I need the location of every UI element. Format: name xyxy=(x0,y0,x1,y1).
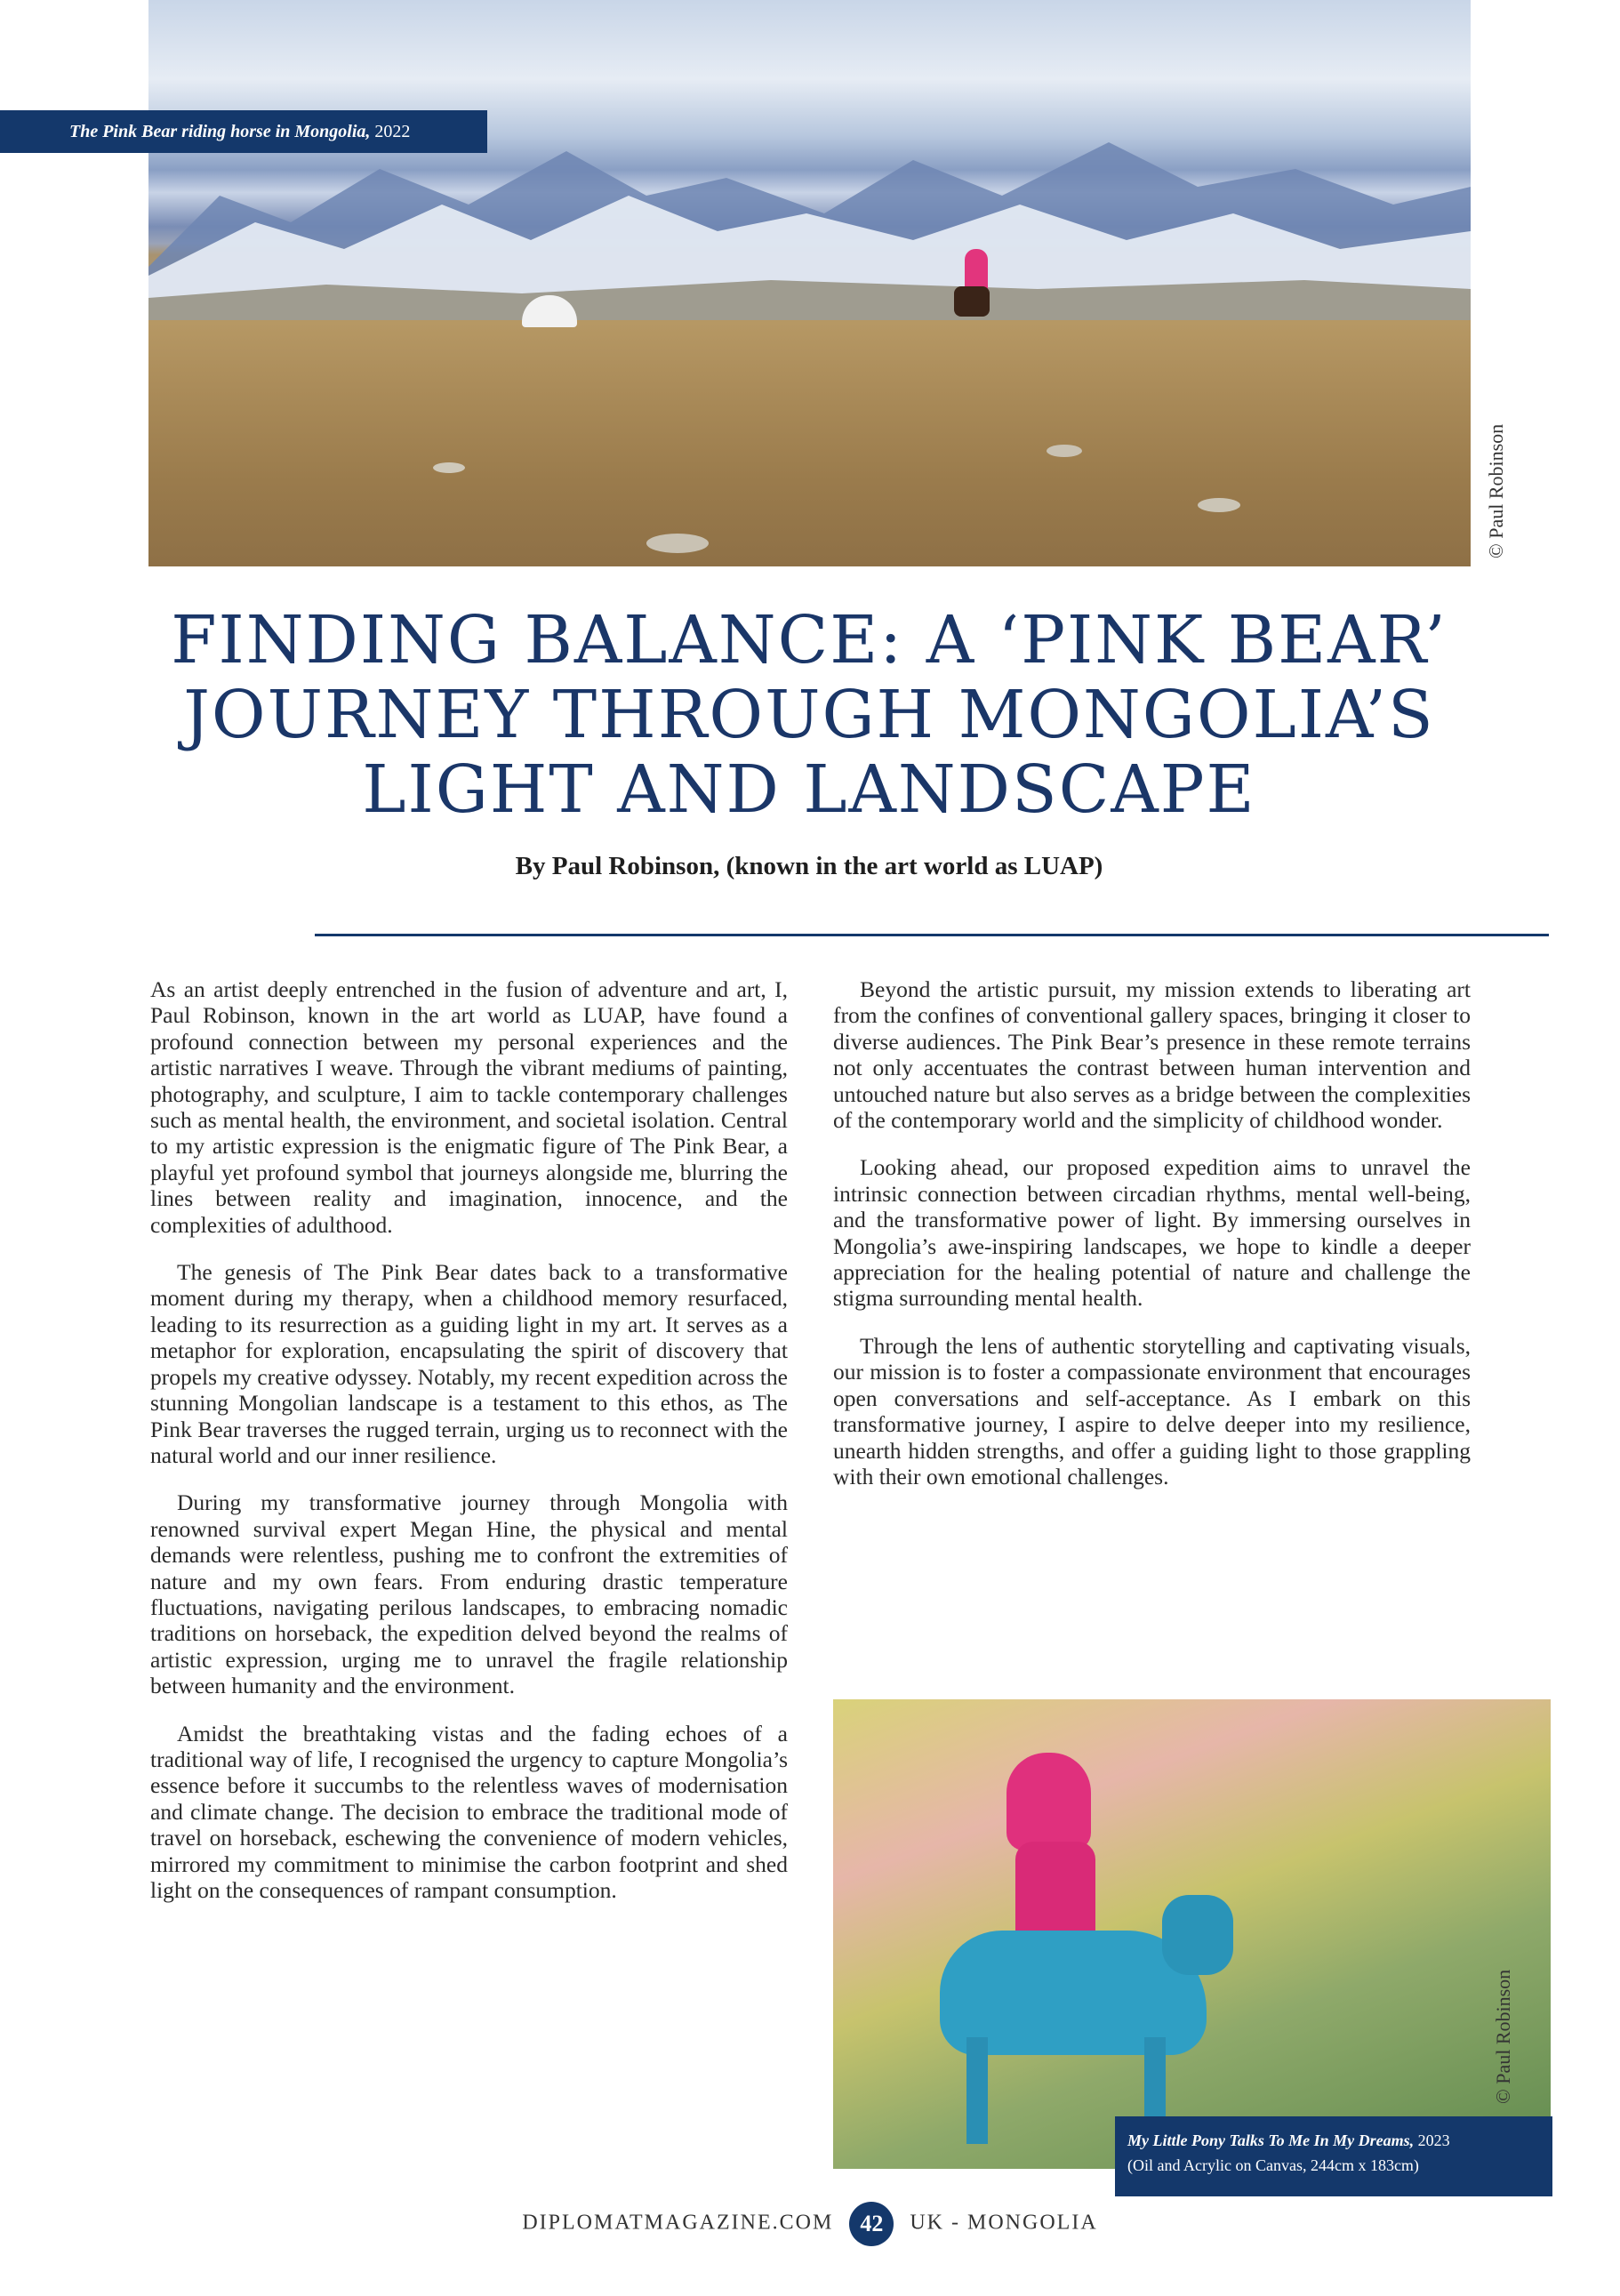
painting-image xyxy=(833,1699,1551,2169)
hero-caption-title: The Pink Bear riding horse in Mongolia, xyxy=(69,122,371,141)
painting-caption-medium: (Oil and Acrylic on Canvas, 244cm x 183cm) xyxy=(1127,2156,1419,2174)
page-number: 42 xyxy=(849,2202,894,2246)
paragraph: Amidst the breathtaking vistas and the fading echoes of a traditional way of life, I recognised the urgency to capture Mongolia’s essence before it succumbs to the relentless waves of modernisation and climate change. The decision to embrace the traditional mode of travel on horseback, eschewing the convenience of modern vehicles, mirrored my commitment to minimise the carbon footprint and shed light on the consequences of rampant consumption. xyxy=(150,1720,788,1903)
stone xyxy=(1198,498,1240,512)
footer-site: DIPLOMATMAGAZINE.COM xyxy=(522,2211,834,2235)
hero-caption xyxy=(0,110,487,153)
footer-section: UK - MONGOLIA xyxy=(910,2211,1098,2235)
paragraph: The genesis of The Pink Bear dates back to a transformative moment during my therapy, when a childhood memory resurfaced, leading to its resurrection as a guiding light in my art. It serves as a metaphor for exploration, encapsulating the spirit of discovery that propels my creative odyssey. Notably, my recent expedition across the stunning Mongolian landscape is a testament to this ethos, as The Pink Bear traverses the rugged terrain, urging us to reconnect with the natural world and our inner resilience. xyxy=(150,1259,788,1468)
painting-caption-title: My Little Pony Talks To Me In My Dreams, xyxy=(1127,2131,1415,2149)
left-column xyxy=(150,976,788,1924)
paragraph: Looking ahead, our proposed expedition aims to unravel the intrinsic connection between circadian rhythms, mental well-being, and the transformative power of light. By immersing ourselves in Mongolia’s awe-inspiring landscapes, we hope to kindle a deeper appreciation for the healing potential of nature and challenge the stigma surrounding mental health. xyxy=(833,1154,1471,1312)
pony-leg xyxy=(966,2037,988,2144)
title-line-3: LIGHT AND LANDSCAPE xyxy=(362,751,1256,828)
stone xyxy=(1047,445,1082,457)
right-column xyxy=(833,976,1471,1511)
paragraph: As an artist deeply entrenched in the fusion of adventure and art, I, Paul Robinson, known in the art world as LUAP, have found a profound connection between my personal experiences and the artistic narratives I weave. Through the vibrant mediums of painting, photography, and sculpture, I aim to tackle contemporary challenges such as mental health, the environment, and societal isolation. Central to my artistic expression is the enigmatic figure of The Pink Bear, a playful yet profound symbol that journeys alongside me, blurring the lines between reality and imagination, innocence, and the complexities of adulthood. xyxy=(150,976,788,1238)
pony-head xyxy=(1162,1895,1233,1975)
painting-caption-year: 2023 xyxy=(1417,2131,1450,2149)
page-footer xyxy=(0,2202,1620,2246)
painting-credit: © Paul Robinson xyxy=(1492,1969,1514,2104)
paragraph: Through the lens of authentic storytelling and captivating visuals, our mission is to foster a compassionate environment that encourages open conversations and self-acceptance. As I embark on this transformative journey, I aspire to delve deeper into my resilience, unearth hidden strengths, and offer a guiding light to those grappling with their own emotional challenges. xyxy=(833,1332,1471,1489)
pink-bear-figure xyxy=(1006,1753,1091,1850)
horse xyxy=(954,286,990,317)
hero-photo-credit: © Paul Robinson xyxy=(1485,423,1507,558)
stone xyxy=(433,462,465,473)
divider xyxy=(315,934,1549,936)
hero-photo xyxy=(148,0,1471,566)
painting-caption xyxy=(1115,2116,1552,2196)
paragraph: During my transformative journey through Mongolia with renowned survival expert Megan Hine, the physical and mental demands were relentless, pushing me to confront the extremities of nature and my own fears. From enduring drastic temperature fluctuations, navigating perilous landscapes, to embracing nomadic traditions on horseback, the expedition delved beyond the realms of artistic expression, urging me to unravel the fragile relationship between humanity and the environment. xyxy=(150,1489,788,1699)
article-title xyxy=(142,603,1476,827)
paragraph: Beyond the artistic pursuit, my mission extends to liberating art from the confines of conventional gallery spaces, bringing it closer to diverse audiences. The Pink Bear’s presence in these remote terrains not only accentuates the contrast between human intervention and untouched nature but also serves as a bridge between the complexities of the contemporary world and the simplicity of childhood wonder. xyxy=(833,976,1471,1134)
title-line-1: FINDING BALANCE: A ‘PINK BEAR’ xyxy=(171,602,1448,678)
hero-caption-year: 2022 xyxy=(374,122,411,141)
title-line-2: JOURNEY THROUGH MONGOLIA’S xyxy=(183,677,1435,753)
byline: By Paul Robinson, (known in the art world as LUAP) xyxy=(515,852,1103,880)
stone xyxy=(646,534,709,553)
